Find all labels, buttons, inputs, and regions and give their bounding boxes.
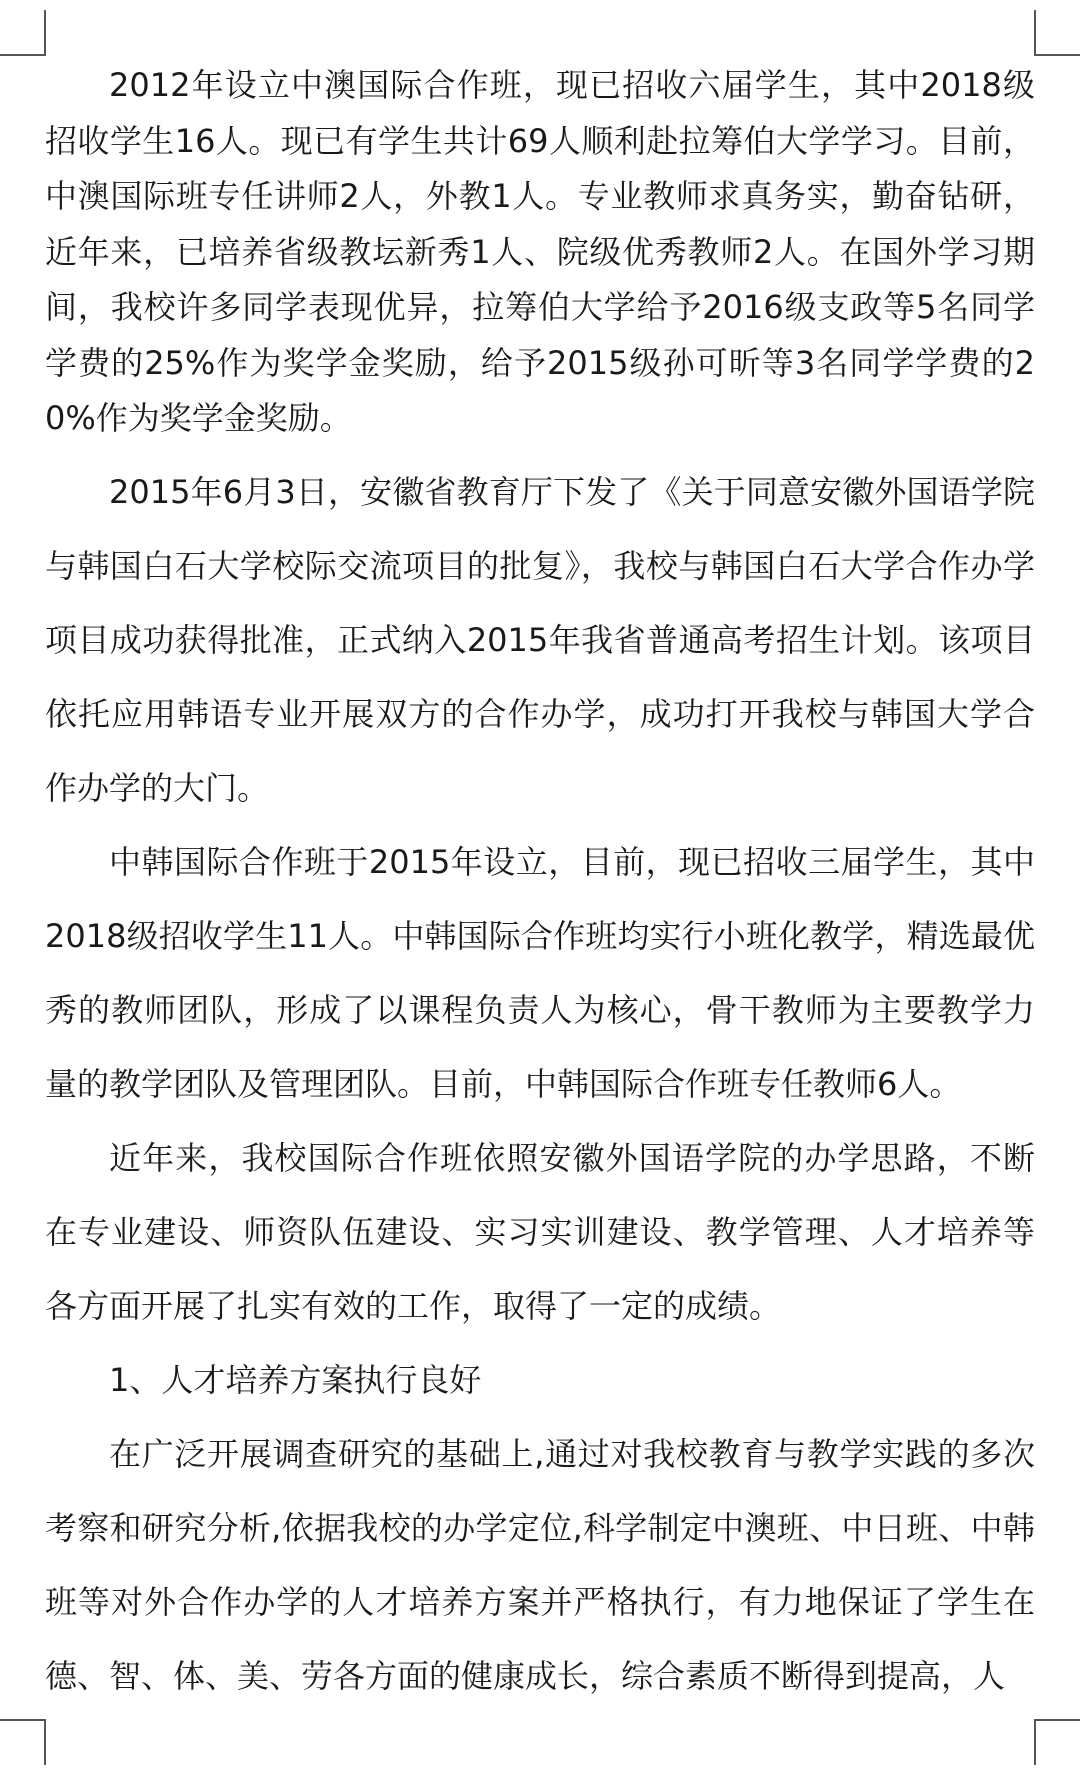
- crop-mark-bottom-right: [1034, 1719, 1080, 1765]
- paragraph-training-plan: 在广泛开展调查研究的基础上,通过对我校教育与教学实践的多次考察和研究分析,依据我校的办学定位,科学制定中澳班、中日班、中韩班等对外合作办学的人才培养方案并严格执行，有力地保证了学生在德、智、体、美、劳各方面的健康成长，综合素质不断得到提高，人: [45, 1434, 1035, 1695]
- section-heading-training-plan: 1、人才培养方案执行良好: [109, 1360, 482, 1399]
- paragraph-recent-work: 近年来，我校国际合作班依照安徽外国语学院的办学思路，不断在专业建设、师资队伍建设、实习实训建设、教学管理、人才培养等各方面开展了扎实有效的工作，取得了一定的成绩。: [45, 1138, 1035, 1325]
- crop-mark-top-right: [1034, 10, 1080, 56]
- paragraph-sino-australian-class: 2012年设立中澳国际合作班，现已招收六届学生，其中2018级招收学生16人。现已有学生共计69人顺利赴拉筹伯大学学习。目前，中澳国际班专任讲师2人，外教1人。专业教师求真务实，勤奋钻研，近年来，已培养省级教坛新秀1人、院级优秀教师2人。在国外学习期间，我校许多同学表现优异，拉筹伯大学给予2016级支政等5名同学学费的25%作为奖学金奖励，给予2015级孙可昕等3名同学学费的20%作为奖学金奖励。: [45, 66, 1035, 437]
- paragraph-korea-project-approval: 2015年6月3日，安徽省教育厅下发了《关于同意安徽外国语学院与韩国白石大学校际交流项目的批复》，我校与韩国白石大学合作办学项目成功获得批准，正式纳入2015年我省普通高考招生计划。该项目依托应用韩语专业开展双方的合作办学，成功打开我校与韩国大学合作办学的大门。: [45, 472, 1035, 807]
- paragraph-sino-korean-class: 中韩国际合作班于2015年设立，目前，现已招收三届学生，其中2018级招收学生11人。中韩国际合作班均实行小班化教学，精选最优秀的教师团队，形成了以课程负责人为核心，骨干教师为主要教学力量的教学团队及管理团队。目前，中韩国际合作班专任教师6人。: [45, 842, 1035, 1103]
- document-body: [45, 58, 1035, 1713]
- crop-mark-top-left: [0, 10, 46, 56]
- crop-mark-bottom-left: [0, 1719, 46, 1765]
